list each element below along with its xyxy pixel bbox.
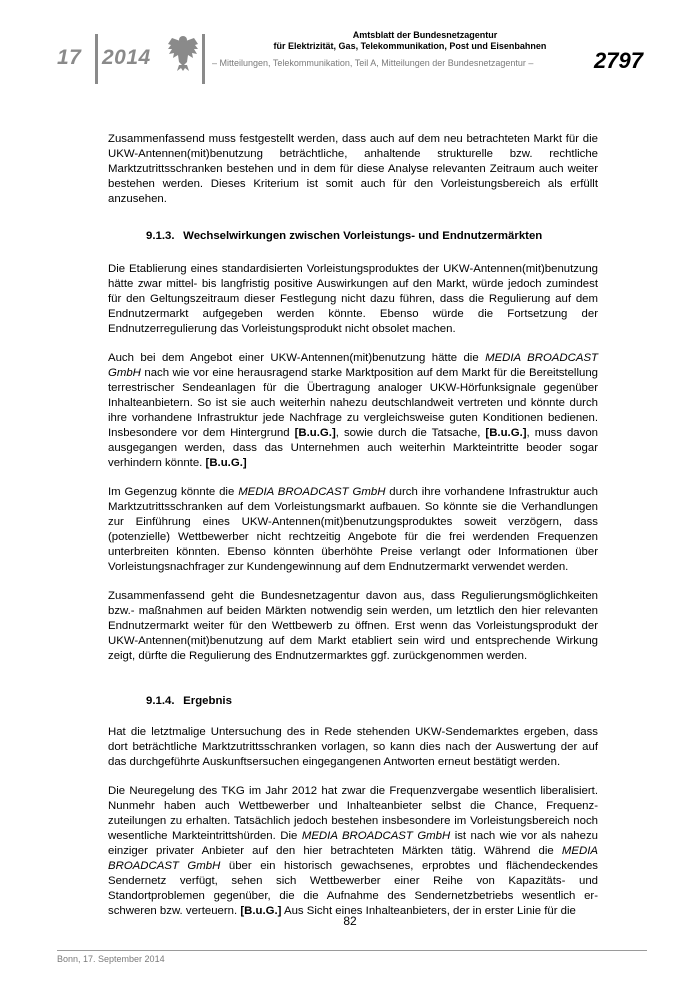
text-run: ist nach wie vor als nahezu einziger privater Anbieter auf den hier betrachteten Märkten tätig. Während die xyxy=(108,830,598,857)
federal-eagle-icon xyxy=(166,32,200,72)
company-name: MEDIA BROADCAST GmbH xyxy=(301,830,451,842)
section-heading-914 xyxy=(108,694,598,709)
company-name: MEDIA BROADCAST GmbH xyxy=(238,486,386,498)
redaction-marker: [B.u.G.] xyxy=(294,427,336,439)
gazette-subtitle: für Elektrizität, Gas, Telekommunikation, Post und Eisenbahnen xyxy=(273,41,547,51)
footer-divider xyxy=(57,950,647,951)
text-run: nach wie vor eine herausragend starke Marktposition auf dem Markt für die Bereitstellung terrestrischer Sendeanlagen für die Übertragung analoger UKW-Hörfunksignale gegenüber Inhalteanbietern. So ist sie auch weiterhin nahezu deutschlandweit vertreten und könnte durch ihre vorhandene Infrastruktur jede Nachfrage zu vergleichsweise guten Konditionen bedienen. Insbesondere vor dem Hintergrund xyxy=(108,367,598,439)
redaction-marker: [B.u.G.] xyxy=(240,905,282,917)
paragraph: Zusammenfassend geht die Bundesnetzagentur davon aus, dass Regulierungsmöglichkeiten bzw.- maßnahmen auf beiden Märkten notwendig sein werden, um letztlich den hier relevanten Endnutzermarkt weiter für den Wettbewerb zu öffnen. Erst wenn das Vorleistungsprodukt der UKW-Antennen(mit)benutzung auf dem Markt etabliert sein wird und entsprechende Wirkung zeigt, dürfte die Regulierung des Endnutzermarktes ggf. zurückgenommen werden. xyxy=(108,590,598,662)
text-run: , sowie durch die Tatsache, xyxy=(335,427,486,439)
footer-date: Bonn, 17. September 2014 xyxy=(57,954,165,964)
text-run: Auch bei dem Angebot einer UKW-Antennen(mit)benutzung hätte die xyxy=(108,352,486,364)
company-name: MEDIA BROADCAST GmbH xyxy=(108,352,599,379)
text-run: über ein historisch gewachsenes, erprobtes und flächendeckendes Sendernetz verfügt, sehen sich Wettbewerber einer Reihe von Kapazitäts- und Standortproblemen gegenüber, die die Aufnahme des Sendernetzbetriebs wesentlich erschweren bzw. verteuern. xyxy=(108,860,598,917)
section-heading-913 xyxy=(108,229,598,244)
header-divider xyxy=(95,34,98,84)
heading-text: Wechselwirkungen zwischen Vorleistungs- und Endnutzermärkten xyxy=(183,230,543,242)
paragraph xyxy=(108,351,598,471)
document-body xyxy=(108,132,598,919)
paragraph: Hat die letztmalige Untersuchung des in Rede stehenden UKW-Sendemarktes ergeben, dass dort beträchtliche Marktzutrittsschranken vorlagen, so kann dies nach der Auswertung der auf das durchgeführte Auskunftsersuchen eingegangenen Antworten erneut bestätigt werden. xyxy=(108,726,598,768)
paragraph: Die Etablierung eines standardisierten Vorleistungsproduktes der UKW-Antennen(mit)benutzung hätte zwar mittel- bis langfristig positive Auswirkungen auf den Markt, würde jedoch zumindest für den Geltungszeitraum dieser Festlegung nicht dazu führen, dass die Regulierung auf dem Endnutzermarkt aufgegeben werden könnte. Ebenso würde die Fortsetzung der Endnutzerregulierung das Vorleistungsprodukt nicht obsolet machen. xyxy=(108,263,598,335)
gazette-page-number: 2797 xyxy=(594,48,643,73)
heading-number: 9.1.3. xyxy=(146,230,175,242)
paragraph xyxy=(108,784,598,919)
page-number: 82 xyxy=(343,914,357,928)
issue-year: 2014 xyxy=(102,46,151,69)
text-run: Im Gegenzug könnte die xyxy=(108,486,239,498)
heading-number: 9.1.4. xyxy=(146,695,175,707)
paragraph: Zusammenfassend muss festgestellt werden, dass auch auf dem neu betrachteten Markt für die UKW-Antennen(mit)benutzung beträchtliche, anhaltende strukturelle bzw. rechtliche Marktzutrittsschranken bestehen und in dem für diese Analyse relevanten Zeitraum auch weiter bestehen werden. Dieses Kriterium ist somit auch für den Vorleistungsbereich als erfüllt anzusehen. xyxy=(108,133,598,205)
company-name: MEDIA BROADCAST GmbH xyxy=(108,845,598,872)
text-run: durch ihre vorhandene Infrastruktur auch Marktzutrittsschranken auf dem Vorleistungsmarkt aufbauen. So könnte sie die Verhandlungen zur Einführung eines UKW-Antennen(mit)benutzungsproduktes soweit verzögern, dass (potenzielle) Wettbewerber nicht rechtzeitig Angebote für die frei werdenden Frequenzen unterbreiten könnten. Ebenso könnten überhöhte Preise verlangt oder Informationen über Vorleistungsnachfrager zur Kundengewinnung auf dem Endnutzermarkt verwendet werden. xyxy=(108,486,598,573)
heading-text: Ergebnis xyxy=(183,695,232,707)
redaction-marker: [B.u.G.] xyxy=(205,457,247,469)
issue-number: 17 xyxy=(57,46,82,69)
header-divider-right xyxy=(202,34,205,84)
text-run: Die Neuregelung des TKG im Jahr 2012 hat zwar die Frequenzvergabe wesentlich liberalisiert. Nunmehr haben auch Wettbewerber und Inhalteanbieter selbst die Chance, Frequenzzuteilungen zu erhalten. Tatsächlich jedoch bestehen insbesondere im Vorleistungsbereich noch wesentliche Markteintrittshürden. Die xyxy=(108,785,598,842)
section-caption: – Mitteilungen, Telekommunikation, Teil A, Mitteilungen der Bundesnetzagentur – xyxy=(212,58,534,68)
text-run: Aus Sicht eines Inhalteanbieters, der in erster Linie für die xyxy=(281,905,576,917)
gazette-title: Amtsblatt der Bundesnetzagentur xyxy=(352,30,498,40)
text-run: , muss davon ausgegangen werden, dass das Unternehmen auch weiterhin Markteintritte beoder sogar verhindern könnte. xyxy=(108,427,598,469)
paragraph xyxy=(108,485,598,575)
redaction-marker: [B.u.G.] xyxy=(485,427,527,439)
